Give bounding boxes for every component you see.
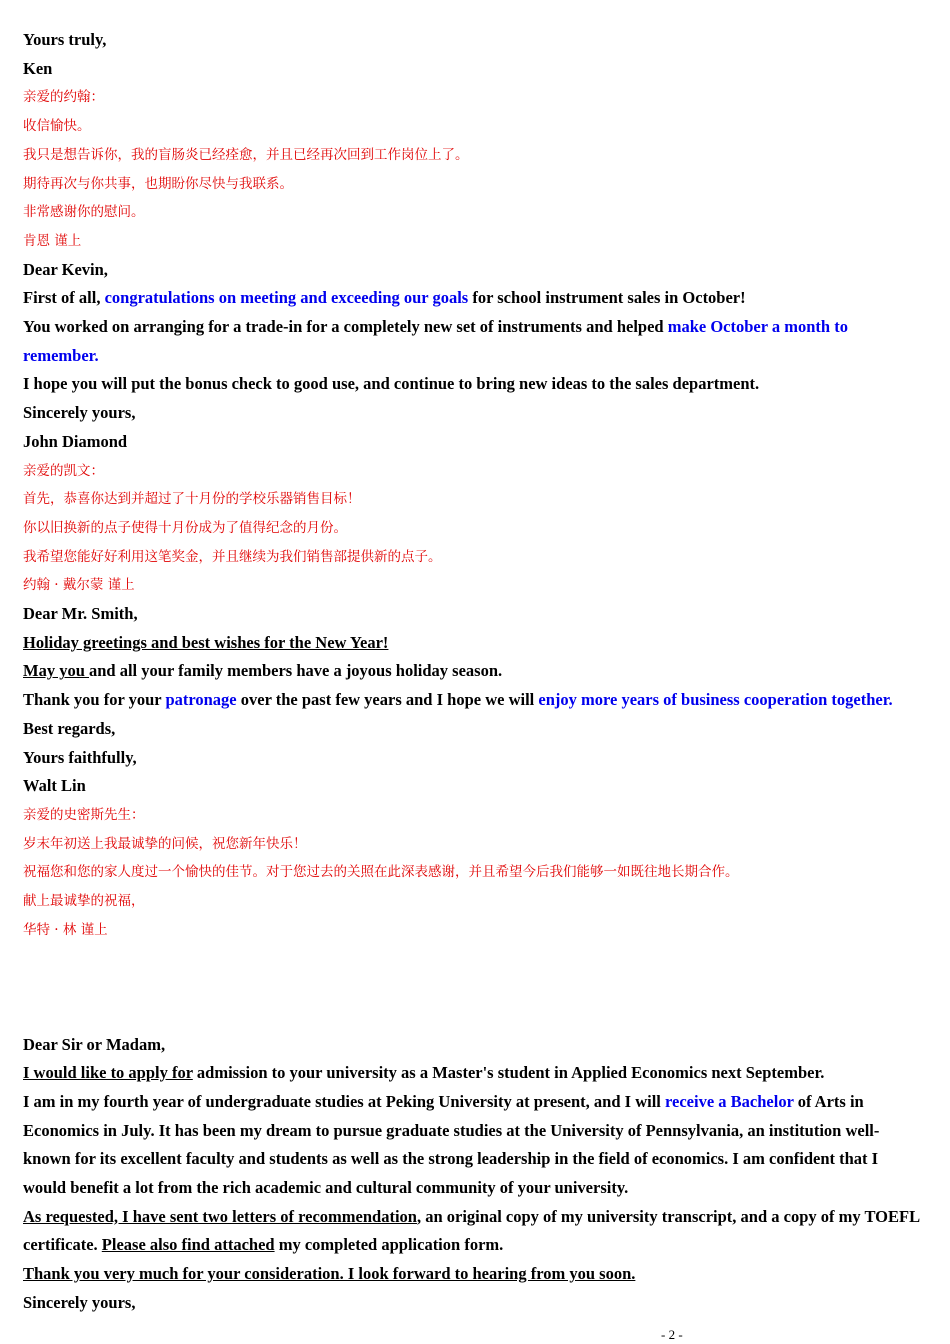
paragraph: You worked on arranging for a trade-in for a completely new set of instruments and helped make October a month to remember. (23, 317, 848, 365)
highlight-phrase: congratulations on meeting and exceeding our goals (104, 288, 469, 308)
paragraph: I would like to apply for admission to your university as a Master's student in Applied Economics next September. (23, 1063, 825, 1083)
regards: Best regards, (23, 718, 116, 738)
chinese-line: 约翰 · 戴尔蒙 谨上 (23, 577, 135, 594)
paragraph: I am in my fourth year of undergraduate studies at Peking University at present, and I will receive a Bachelor of Arts in Economics in July. It has been my dream to pursue graduate studies at the University of Pennsylvania, an institution well-known for its excellent faculty and students as well as the strong leadership in the field of economics. I am confident that I would benefit a lot from the rich academic and cultural community of your university. (23, 1091, 880, 1198)
closing-ken: Yours truly, (23, 30, 107, 49)
chinese-line: 肯恩 谨上 (23, 232, 82, 249)
paragraph: First of all, congratulations on meeting and exceeding our goals for school instrument sales in October! (23, 288, 746, 308)
chinese-line: 华特 · 林 谨上 (23, 921, 108, 938)
chinese-line: 亲爱的约翰： (23, 89, 104, 106)
paragraph: Thank you very much for your consideration. I look forward to hearing from you soon. (23, 1264, 636, 1284)
chinese-line: 亲爱的史密斯先生： (23, 806, 145, 823)
closing: Sincerely yours, (23, 403, 136, 423)
salutation-kevin: Dear Kevin, (23, 259, 108, 279)
chinese-line: 收信愉快。 (23, 118, 91, 135)
page-number: - 2 - (661, 1327, 683, 1342)
paragraph: Thank you for your patronage over the past few years and I hope we will enjoy more years of business cooperation together. (23, 690, 893, 710)
salutation-smith: Dear Mr. Smith, (23, 604, 138, 624)
paragraph: Holiday greetings and best wishes for the New Year! (23, 632, 389, 652)
highlight-phrase: make October a month to remember. (23, 317, 848, 365)
chinese-line: 我只是想告诉你，我的盲肠炎已经痊愈，并且已经再次回到工作岗位上了。 (23, 146, 469, 163)
section-gap (23, 945, 923, 1031)
signature: Walt Lin (23, 776, 86, 796)
document-page (23, 26, 923, 1318)
paragraph: As requested, I have sent two letters of recommendation, an original copy of my university transcript, and a copy of my TOEFL certificate. Please also find attached my completed application form. (23, 1206, 920, 1255)
chinese-line: 献上最诚挚的祝福， (23, 893, 145, 910)
paragraph: I hope you will put the bonus check to good use, and continue to bring new ideas to the sales department. (23, 374, 760, 394)
chinese-line: 你以旧换新的点子使得十月份成为了值得纪念的月份。 (23, 519, 347, 536)
closing: Yours faithfully, (23, 747, 137, 767)
chinese-line: 亲爱的凯文： (23, 462, 104, 479)
highlight-phrase: enjoy more years of business cooperation together. (538, 690, 893, 710)
chinese-line: 首先，恭喜你达到并超过了十月份的学校乐器销售目标！ (23, 491, 361, 508)
chinese-line: 我希望您能好好利用这笔奖金，并且继续为我们销售部提供新的点子。 (23, 548, 442, 565)
chinese-line: 祝福您和您的家人度过一个愉快的佳节。对于您过去的关照在此深表感谢，并且希望今后我们能够一如既往地长期合作。 (23, 864, 739, 881)
salutation-application: Dear Sir or Madam, (23, 1034, 166, 1054)
chinese-line: 期待再次与你共事，也期盼你尽快与我联系。 (23, 175, 293, 192)
signature: John Diamond (23, 431, 128, 451)
highlight-phrase: receive a Bachelor (665, 1091, 794, 1111)
paragraph: May you and all your family members have a joyous holiday season. (23, 661, 503, 681)
signature-ken: Ken (23, 58, 53, 78)
highlight-phrase: patronage (165, 690, 237, 710)
chinese-line: 岁末年初送上我最诚挚的问候，祝您新年快乐！ (23, 835, 307, 852)
chinese-line: 非常感谢你的慰问。 (23, 204, 145, 221)
closing: Sincerely yours, (23, 1292, 136, 1312)
